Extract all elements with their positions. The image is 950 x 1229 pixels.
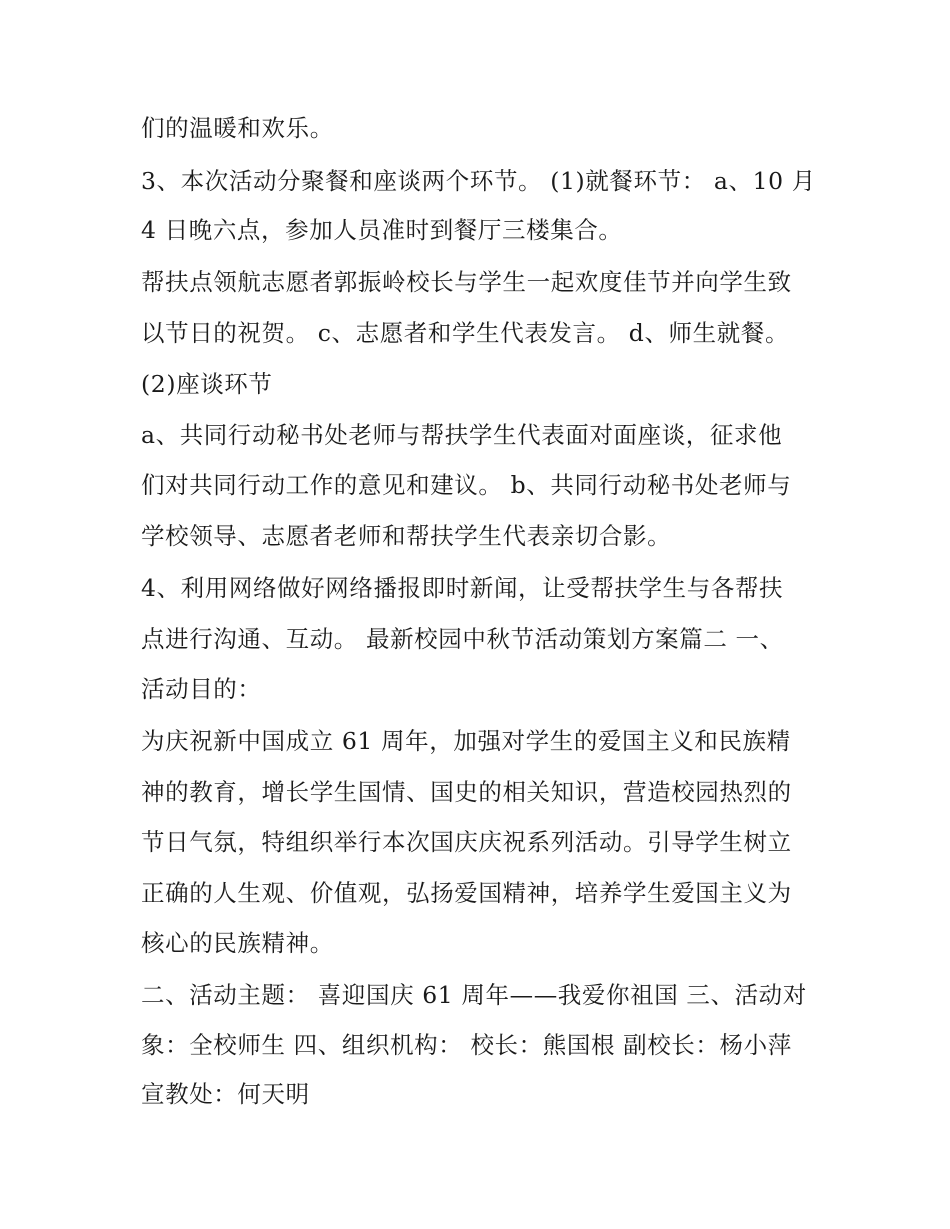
text-line: 宣教处：何天明: [141, 1080, 310, 1108]
text-line: 神的教育，增长学生国情、国史的相关知识，营造校园热烈的: [141, 778, 792, 806]
text-line: 4 日晚六点，参加人员准时到餐厅三楼集合。: [141, 216, 623, 244]
text-line: 点进行沟通、互动。 最新校园中秋节活动策划方案篇二 一、: [141, 625, 784, 653]
text-line: 核心的民族精神。: [141, 929, 334, 957]
text-line: 二、活动主题： 喜迎国庆 61 周年——我爱你祖国 三、活动对: [141, 981, 807, 1009]
text-line: 象：全校师生 四、组织机构： 校长：熊国根 副校长：杨小萍: [141, 1031, 792, 1059]
text-line: 正确的人生观、价值观，弘扬爱国精神，培养学生爱国主义为: [141, 879, 792, 907]
text-line: (2)座谈环节: [141, 370, 273, 398]
text-line: 们的温暖和欢乐。: [141, 114, 334, 142]
text-line: 学校领导、志愿者老师和帮扶学生代表亲切合影。: [141, 522, 672, 550]
text-line: 3、本次活动分聚餐和座谈两个环节。 (1)就餐环节： a、10 月: [141, 167, 816, 195]
text-line: 4、利用网络做好网络播报即时新闻，让受帮扶学生与各帮扶: [141, 574, 784, 602]
text-line: 们对共同行动工作的意见和建议。 b、共同行动秘书处老师与: [141, 471, 792, 499]
text-line: 为庆祝新中国成立 61 周年，加强对学生的爱国主义和民族精: [141, 727, 791, 755]
text-line: 活动目的：: [141, 675, 262, 703]
text-line: 节日气氛，特组织举行本次国庆庆祝系列活动。引导学生树立: [141, 828, 792, 856]
text-line: a、共同行动秘书处老师与帮扶学生代表面对面座谈，征求他: [141, 421, 783, 449]
text-line: 帮扶点领航志愿者郭振岭校长与学生一起欢度佳节并向学生致: [141, 268, 792, 296]
text-line: 以节日的祝贺。 c、志愿者和学生代表发言。 d、师生就餐。: [141, 319, 790, 347]
